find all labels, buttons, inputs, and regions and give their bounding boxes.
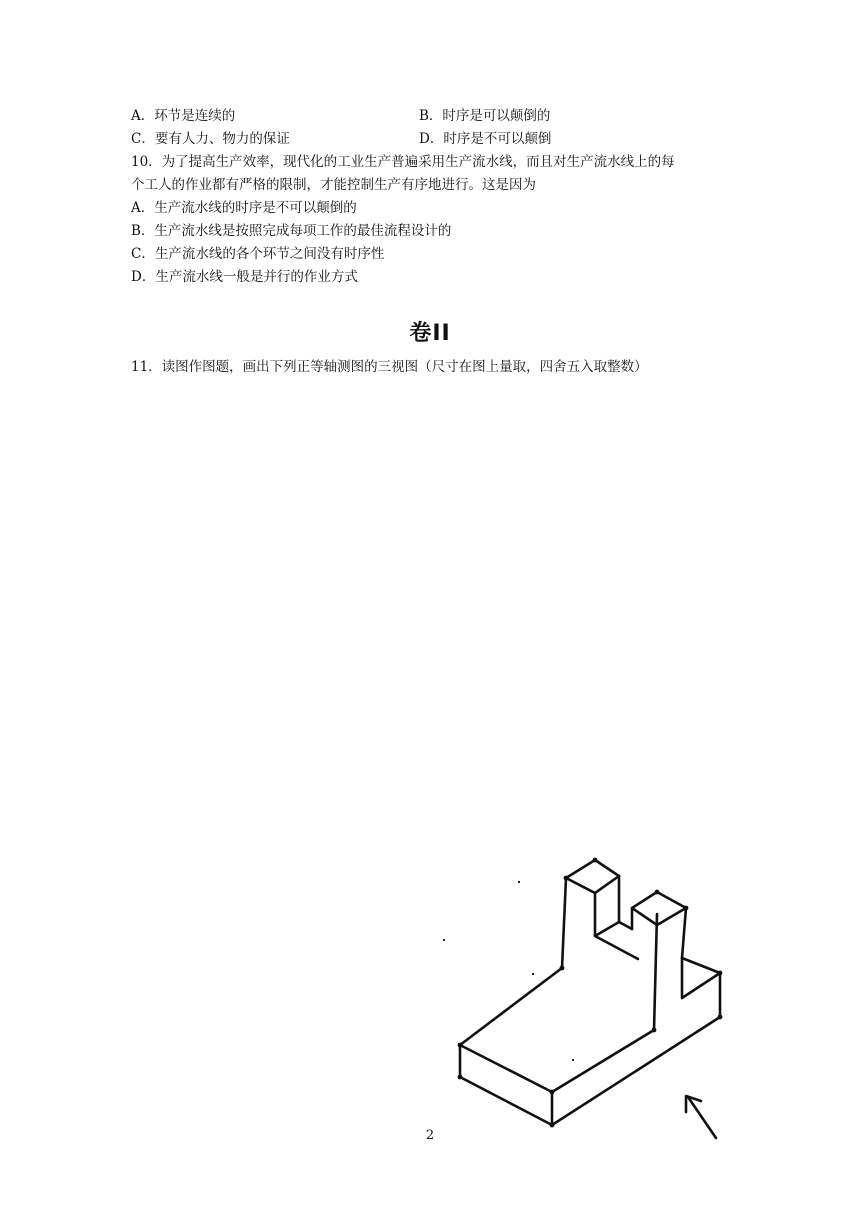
wall-rear-step <box>682 958 720 973</box>
section-title: 卷II <box>409 321 451 346</box>
q10-option-d: D．生产流水线一般是并行的作业方式 <box>131 269 358 285</box>
wall-left-edge <box>562 878 566 968</box>
q11-stem: 11．读图作图题，画出下列正等轴测图的三视图（尺寸在图上量取，四舍五入取整数） <box>131 359 648 375</box>
q10-option-a: A．生产流水线的时序是不可以颠倒的 <box>131 200 357 216</box>
page-number: 2 <box>425 1128 435 1143</box>
wall-right-front-edge <box>654 914 657 1030</box>
q10-option-c: C．生产流水线的各个环节之间没有时序性 <box>131 246 385 262</box>
q9-option-d: D．时序是不可以颠倒 <box>419 131 552 147</box>
q10-option-b: B．生产流水线是按照完成每项工作的最佳流程设计的 <box>131 223 452 239</box>
q10-stem-line1: 10．为了提高生产效率，现代化的工业生产普遍采用生产流水线，而且对生产流水线上的每 <box>131 154 675 170</box>
isometric-block-with-slot-drawing <box>440 845 740 1150</box>
wall-top-left-block <box>566 860 619 893</box>
q9-option-c: C．要有人力、物力的保证 <box>131 131 290 147</box>
slot-floor <box>595 922 632 936</box>
q9-option-a: A．环节是连续的 <box>131 108 236 124</box>
wall-top-right-block <box>632 892 686 925</box>
q9-option-b: B．时序是可以颠倒的 <box>419 108 551 124</box>
base-right-top-edge <box>552 1030 654 1092</box>
base-front-face <box>460 1045 552 1125</box>
wall-right-edge <box>682 908 686 958</box>
q10-stem-line2: 个工人的作业都有严格的限制，才能控制生产有序地进行。这是因为 <box>131 177 536 193</box>
base-top-front-edge <box>460 968 562 1045</box>
